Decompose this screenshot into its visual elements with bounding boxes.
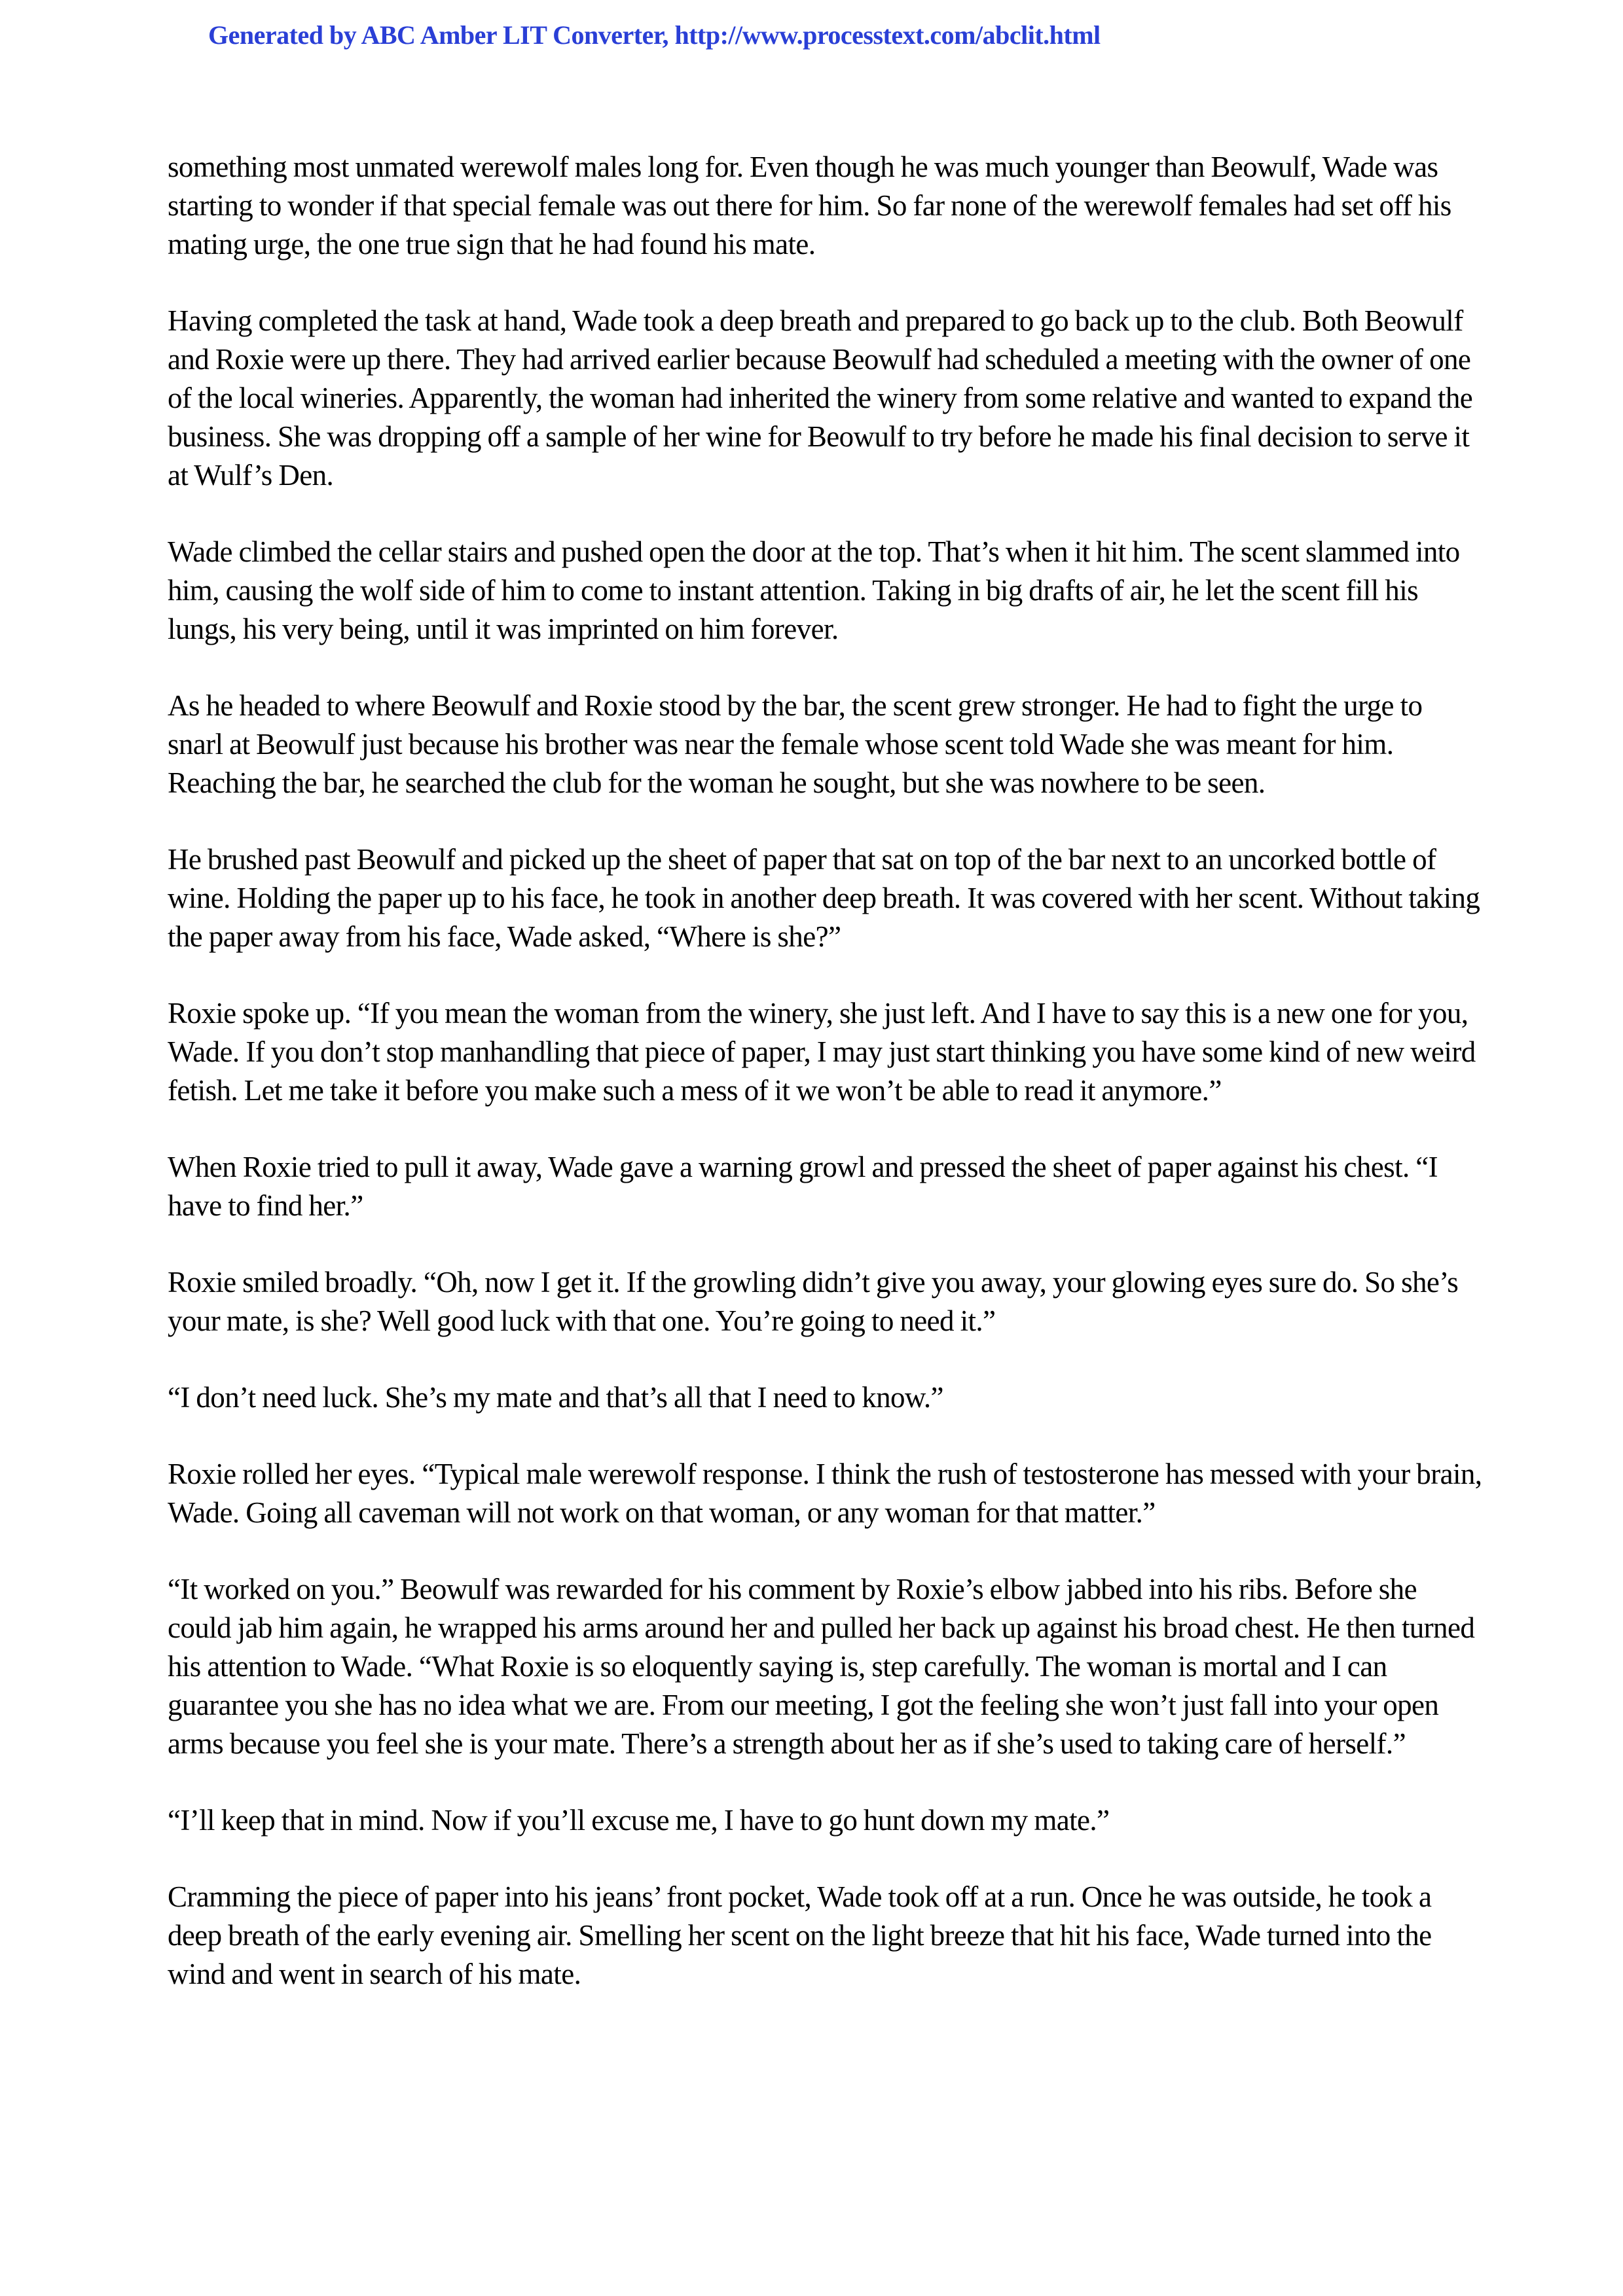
paragraph: As he headed to where Beowulf and Roxie stood by the bar, the scent grew stronger. He had to fight the urge to snarl at Beowulf just because his brother was near the female whose scent told Wade she was meant for him. Reaching the bar, he searched the club for the woman he sought, but she was nowhere to be seen. bbox=[168, 689, 1423, 799]
paragraph: “I’ll keep that in mind. Now if you’ll excuse me, I have to go hunt down my mate.” bbox=[168, 1804, 1110, 1837]
paragraph: Cramming the piece of paper into his jeans’ front pocket, Wade took off at a run. Once he was outside, he took a deep breath of the early evening air. Smelling her scent on the light breeze that hit his face, Wade turned into the wind and went in search of his mate. bbox=[168, 1880, 1432, 1990]
paragraph: “I don’t need luck. She’s my mate and that’s all that I need to know.” bbox=[168, 1381, 943, 1414]
paragraph: He brushed past Beowulf and picked up the sheet of paper that sat on top of the bar next to an uncorked bottle of wine. Holding the paper up to his face, he took in another deep breath. It was covered with her scent. Without taking the paper away from his face, Wade asked, “Where is she?” bbox=[168, 843, 1480, 953]
paragraph: something most unmated werewolf males long for. Even though he was much younger than Beowulf, Wade was starting to wonder if that special female was out there for him. So far none of the werewolf females had set off his mating urge, the one true sign that he had found his mate. bbox=[168, 151, 1451, 260]
paragraph: Roxie smiled broadly. “Oh, now I get it. If the growling didn’t give you away, your glowing eyes sure do. So she’s your mate, is she? Well good luck with that one. You’re going to need it.” bbox=[168, 1266, 1459, 1337]
converter-header: Generated by ABC Amber LIT Converter, http://www.processtext.com/abclit.html bbox=[208, 20, 1101, 50]
paragraph: Wade climbed the cellar stairs and pushed open the door at the top. That’s when it hit him. The scent slammed into him, causing the wolf side of him to come to instant attention. Taking in big drafts of air, he let the scent fill his lungs, his very being, until it was imprinted on him forever. bbox=[168, 535, 1460, 645]
paragraph: Roxie rolled her eyes. “Typical male werewolf response. I think the rush of testosterone has messed with your brain, Wade. Going all caveman will not work on that woman, or any woman for that matter.” bbox=[168, 1458, 1482, 1529]
paragraph: “It worked on you.” Beowulf was rewarded for his comment by Roxie’s elbow jabbed into his ribs. Before she could jab him again, he wrapped his arms around her and pulled her back up against his broad chest. He then turned his attention to Wade. “What Roxie is so eloquently saying is, step carefully. The woman is mortal and I can guarantee you she has no idea what we are. From our meeting, I got the feeling she won’t just fall into your open arms because you feel she is your mate. There’s a strength about her as if she’s used to taking care of herself.” bbox=[168, 1573, 1475, 1760]
paragraph: When Roxie tried to pull it away, Wade gave a warning growl and pressed the sheet of paper against his chest. “I have to find her.” bbox=[168, 1151, 1438, 1222]
paragraph: Roxie spoke up. “If you mean the woman from the winery, she just left. And I have to say this is a new one for you, Wade. If you don’t stop manhandling that piece of paper, I may just start thinking you have some kind of new weird fetish. Let me take it before you make such a mess of it we won’t be able to read it anymore.” bbox=[168, 997, 1476, 1107]
paragraph: Having completed the task at hand, Wade took a deep breath and prepared to go back up to the club. Both Beowulf and Roxie were up there. They had arrived earlier because Beowulf had scheduled a meeting with the owner of one of the local wineries. Apparently, the woman had inherited the winery from some relative and wanted to expand the business. She was dropping off a sample of her wine for Beowulf to try before he made his final decision to serve it at Wulf’s Den. bbox=[168, 304, 1473, 492]
document-body bbox=[168, 148, 1484, 2032]
